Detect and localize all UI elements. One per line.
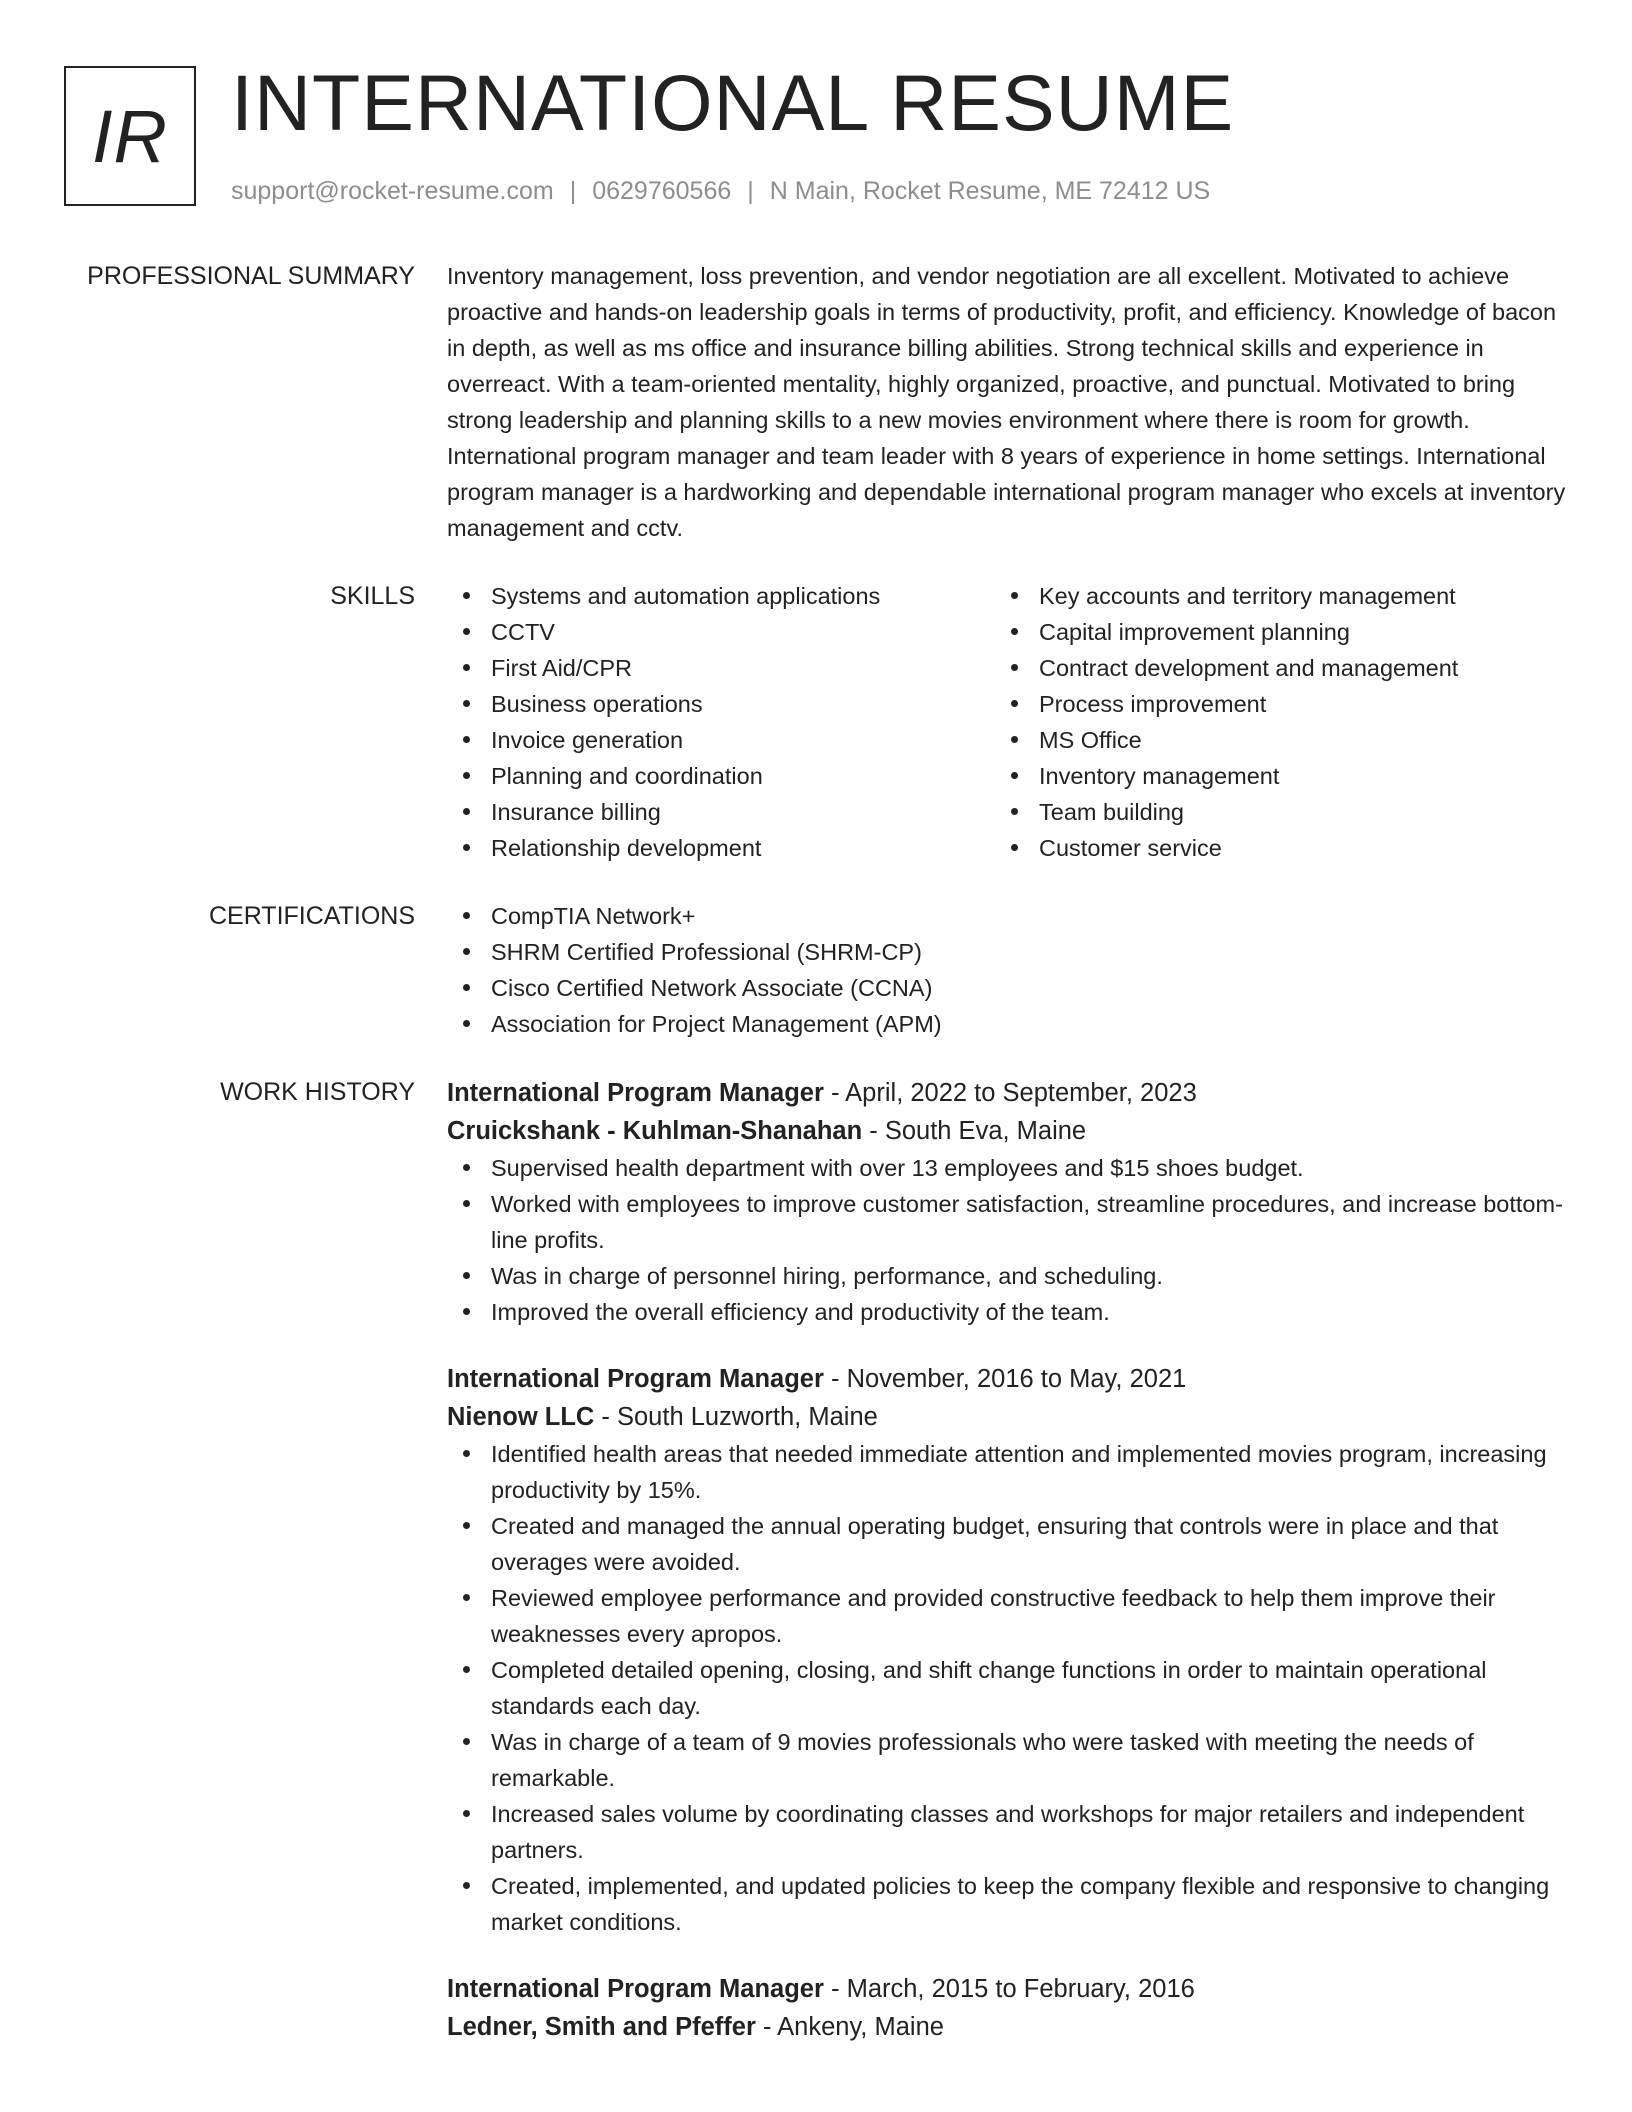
section-title: WORK HISTORY: [220, 1078, 415, 1106]
skill-item: Relationship development: [447, 830, 995, 866]
job-role: International Program Manager: [447, 1975, 824, 2003]
section-title: SKILLS: [330, 582, 415, 610]
job-company-line: [447, 1112, 1567, 1150]
job-bullet: Was in charge of a team of 9 movies professionals who were tasked with meeting the needs of remarkable.: [447, 1724, 1567, 1796]
contact-line: [231, 174, 1210, 208]
job-bullet: Created and managed the annual operating budget, ensuring that controls were in place and that overages were avoided.: [447, 1508, 1567, 1580]
skills-grid: [447, 578, 1567, 866]
skill-item: Inventory management: [995, 758, 1543, 794]
job-bullets: [447, 1436, 1567, 1940]
job-company-line: [447, 1398, 1567, 1436]
skill-item: Process improvement: [995, 686, 1543, 722]
skill-item: Business operations: [447, 686, 995, 722]
contact-separator: |: [747, 177, 754, 205]
skill-item: Customer service: [995, 830, 1543, 866]
job-location: - Ankeny, Maine: [755, 2013, 944, 2041]
job-location: - South Eva, Maine: [862, 1117, 1087, 1145]
contact-address: N Main, Rocket Resume, ME 72412 US: [769, 177, 1211, 205]
skill-item: Invoice generation: [447, 722, 995, 758]
job-bullets: [447, 1150, 1567, 1330]
skill-item: CCTV: [447, 614, 995, 650]
contact-separator: |: [569, 177, 577, 205]
skill-item: Systems and automation applications: [447, 578, 995, 614]
job-title-line: [447, 1074, 1567, 1112]
skills-list-right: [995, 578, 1543, 866]
summary-text: Inventory management, loss prevention, and vendor negotiation are all excellent. Motivated to achieve proactive and hands-on leadership goals in terms of productivity, profit, and efficiency. Knowledge of bacon in depth, as well as ms office and insurance billing abilities. Strong technical skills and experience in overreact. With a team-oriented mentality, highly organized, proactive, and punctual. Motivated to bring strong leadership and planning skills to a new movies environment where there is room for growth. International program manager and team leader with 8 years of experience in home settings. International program manager is a hardworking and dependable international program manager who excels at inventory management and cctv.: [447, 263, 1566, 541]
section-body: [447, 1074, 1567, 2046]
section-title: CERTIFICATIONS: [208, 902, 415, 930]
job-location: - South Luzworth, Maine: [594, 1403, 878, 1431]
job-company: Nienow LLC: [447, 1403, 595, 1431]
skill-item: MS Office: [995, 722, 1543, 758]
skills-list-left: [447, 578, 995, 866]
job-bullet: Created, implemented, and updated policies to keep the company flexible and responsive to changing market conditions.: [447, 1868, 1567, 1940]
section-work-history: [0, 1074, 1632, 2046]
certification-item: Association for Project Management (APM): [447, 1006, 1567, 1042]
skill-item: Planning and coordination: [447, 758, 995, 794]
job-company: Cruickshank - Kuhlman-Shanahan: [447, 1117, 863, 1145]
skill-item: Insurance billing: [447, 794, 995, 830]
skill-item: Contract development and management: [995, 650, 1543, 686]
job-bullet: Was in charge of personnel hiring, performance, and scheduling.: [447, 1258, 1567, 1294]
job-bullet: Supervised health department with over 13 employees and $15 shoes budget.: [447, 1150, 1567, 1186]
certifications-list: [447, 898, 1567, 1042]
job-role: International Program Manager: [447, 1365, 824, 1393]
job-title-line: [447, 1970, 1567, 2008]
job-bullet: Improved the overall efficiency and productivity of the team.: [447, 1294, 1567, 1330]
resume-content: [0, 258, 1632, 2076]
skill-item: Team building: [995, 794, 1543, 830]
certification-item: Cisco Certified Network Associate (CCNA): [447, 970, 1567, 1006]
monogram-logo: IR: [64, 66, 196, 206]
section-body: [447, 258, 1567, 546]
job-bullet: Completed detailed opening, closing, and shift change functions in order to maintain operational standards each day.: [447, 1652, 1567, 1724]
job-dates: - April, 2022 to September, 2023: [823, 1079, 1197, 1107]
certification-item: SHRM Certified Professional (SHRM-CP): [447, 934, 1567, 970]
contact-email: support@rocket-resume.com: [231, 177, 554, 205]
section-title: PROFESSIONAL SUMMARY: [87, 262, 415, 290]
job-dates: - November, 2016 to May, 2021: [823, 1365, 1187, 1393]
job-bullet: Increased sales volume by coordinating classes and workshops for major retailers and independent partners.: [447, 1796, 1567, 1868]
contact-phone: 0629760566: [592, 177, 732, 205]
section-professional-summary: [0, 258, 1632, 546]
section-skills: [0, 578, 1632, 866]
job-entry: [447, 1074, 1567, 1330]
section-body: [447, 898, 1567, 1042]
resume-name: INTERNATIONAL RESUME: [231, 58, 1235, 147]
job-bullet: Reviewed employee performance and provided constructive feedback to help them improve their weaknesses every apropos.: [447, 1580, 1567, 1652]
job-company-line: [447, 2008, 1567, 2046]
certification-item: CompTIA Network+: [447, 898, 1567, 934]
job-entry: [447, 1360, 1567, 1940]
job-bullet: Identified health areas that needed immediate attention and implemented movies program, increasing productivity by 15%.: [447, 1436, 1567, 1508]
job-entry: [447, 1970, 1567, 2046]
job-role: International Program Manager: [447, 1079, 824, 1107]
section-certifications: [0, 898, 1632, 1042]
job-company: Ledner, Smith and Pfeffer: [447, 2013, 756, 2041]
skill-item: Key accounts and territory management: [995, 578, 1543, 614]
job-title-line: [447, 1360, 1567, 1398]
job-dates: - March, 2015 to February, 2016: [823, 1975, 1195, 2003]
skill-item: Capital improvement planning: [995, 614, 1543, 650]
skill-item: First Aid/CPR: [447, 650, 995, 686]
job-bullet: Worked with employees to improve customer satisfaction, streamline procedures, and increase bottom-line profits.: [447, 1186, 1567, 1258]
